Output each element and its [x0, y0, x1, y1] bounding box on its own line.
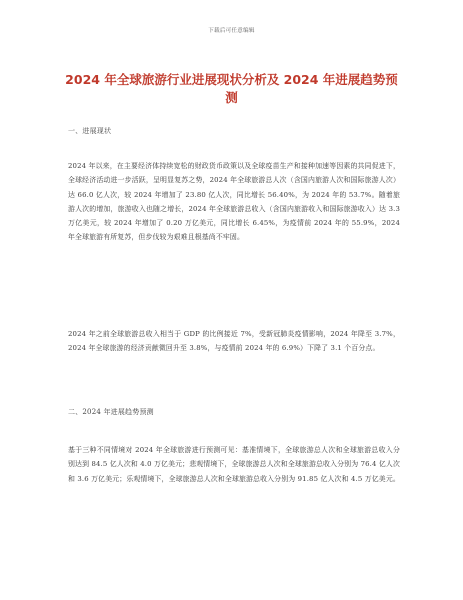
paragraph-forecast: 基于三种不同情境对 2024 年全球旅游进行预测可见：基准情境下，全球旅游总人次和全球旅游总收入分别达到 84.5 亿人次和 4.0 万亿美元；悲观情境下，全球旅游总人次和全球旅游总收入分别为 76.4 亿人次和 3.6 万亿美元；乐观情境下，全球旅游总人次和全球旅游总收入分别为 91.85 亿人次和 4.5 万亿美元。 [68, 446, 400, 483]
document-title: 2024 年全球旅游行业进展现状分析及 2024 年进展趋势预测 [65, 72, 398, 105]
section-heading-forecast: 二、2024 年进展趋势预测 [68, 408, 154, 416]
section-heading-status: 一、进展现状 [68, 127, 112, 135]
paragraph-gdp-share: 2024 年之前全球旅游总收入相当于 GDP 的比例接近 7%，受新冠肺炎疫情影响，2024 年降至 3.7%，2024 年全球旅游的经济贡献微回升至 3.8%，与疫情前 2024 年的 6.9%）下降了 3.1 个百分点。 [68, 330, 400, 353]
paragraph-status-overview: 2024 年以来，在主要经济体持续宽松的财政货币政策以及全球疫苗生产和接种加速等因素的共同促进下，全球经济活动进一步活跃，呈明显复苏之势，2024 年全球旅游总人次（含国内旅游人次和国际旅游人次）达 66.0 亿人次，较 2024 年增加了 23.80 亿人次，同比增长 56.40%，为 2024 年的 53.7%。随着旅游人次的增加，旅游收入也随之增长，2024 年全球旅游总收入（含国内旅游收入和国际旅游收入）达 3.3 万亿美元，较 2024 年增加了 0.20 万亿美元，同比增长 6.45%，为疫情前 2024 年的 55.9%，2024 年全球旅游有所复苏，但步伐较为艰难且根基尚不牢固。 [68, 162, 400, 242]
header-note: 下载后可任意编辑 [208, 28, 255, 34]
